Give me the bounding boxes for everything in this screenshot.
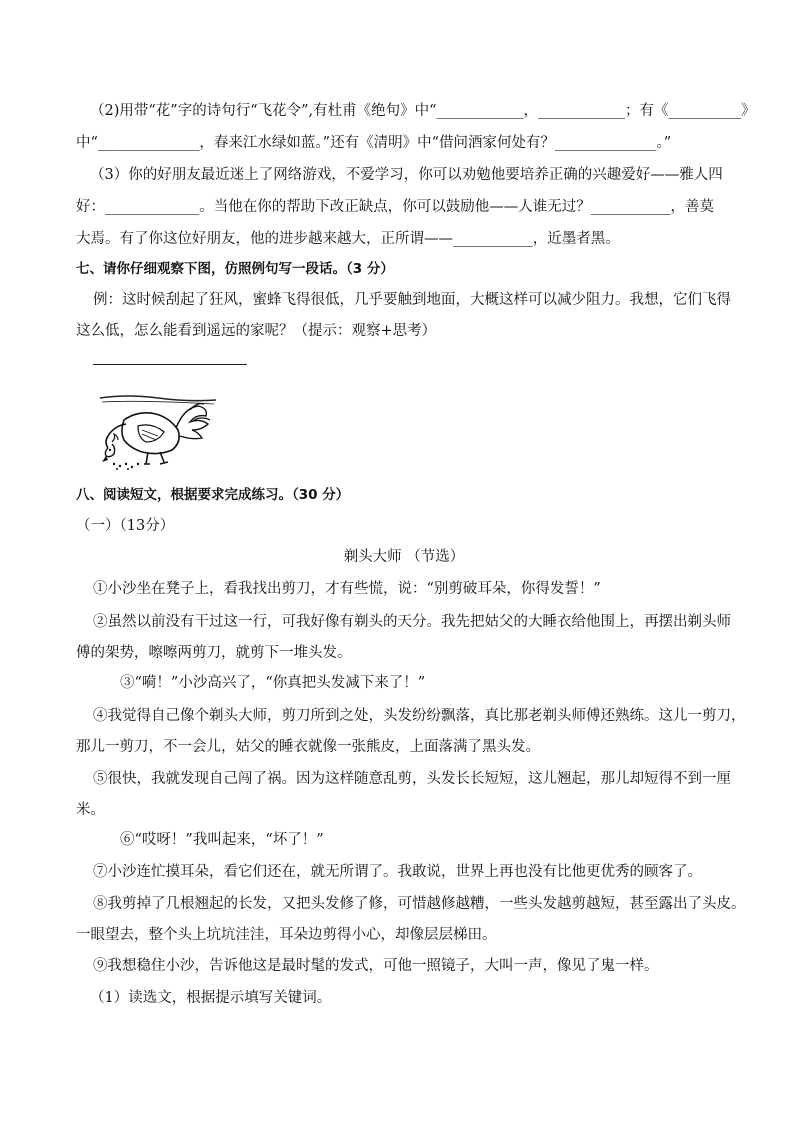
paragraph-4-cont: 那儿一剪刀，不一会儿，姑父的睡衣就像一张熊皮，上面落满了黑头发。	[76, 739, 540, 755]
line-poem-question: （2)用带“花”字的诗句行“飞花令”,有杜甫《绝句》中“____________，____________；有《__________》	[90, 103, 756, 119]
paragraph-7: ⑦小沙连忙摸耳朵，看它们还在，就无所谓了。我敢说，世界上再也没有比他更优秀的顾客了。	[93, 864, 702, 880]
section-7-heading: 七、请你仔细观察下图，仿照例句写一段话。（3 分）	[76, 261, 394, 277]
subsection-1-heading: （一）（13分）	[76, 518, 175, 534]
line-hobby-question: （3）你的好朋友最近迷上了网络游戏，不爱学习，你可以劝勉他要培养正确的兴趣爱好——雅人四	[90, 167, 723, 183]
rooster-icon	[98, 392, 218, 470]
paragraph-6: ⑥“哎呀！”我叫起来，“坏了！”	[120, 832, 324, 848]
paragraph-8: ⑧我剪掉了几根翘起的长发，又把头发修了修，可惜越修越糟，一些头发越剪越短，甚至露出了头皮。	[93, 896, 746, 912]
line-hobby-question-2: 好：_____________。当他在你的帮助下改正缺点，你可以鼓励他——人谁无过？___________，善莫	[76, 199, 714, 215]
paragraph-2-cont: 傅的架势，嚓嚓两剪刀，就剪下一堆头发。	[76, 645, 352, 661]
line-poem-question-2: 中“______________，春来江水绿如蓝。”还有《清明》中“借问酒家何处有？______________。”	[76, 135, 672, 151]
paragraph-9: ⑨我想稳住小沙，告诉他这是最时髦的发式，可他一照镜子，大叫一声，像见了鬼一样。	[93, 958, 659, 974]
paragraph-2: ②虽然以前没有干过这一行，可我好像有剃头的天分。我先把姑父的大睡衣给他围上，再摆出剃头师	[93, 614, 731, 630]
paragraph-5-cont: 米。	[76, 802, 105, 818]
example-sentence: 例：这时候刮起了狂风，蜜蜂飞得很低，几乎要触到地面，大概这样可以减少阻力。我想，它们飞得	[93, 292, 731, 308]
paragraph-4: ④我觉得自己像个剃头大师，剪刀所到之处，头发纷纷飘落，真比那老剃头师傅还熟练。这儿一剪刀，	[93, 708, 746, 724]
passage-title: 剃头大师 （节选）	[343, 549, 465, 565]
paragraph-5: ⑤很快，我就发现自己闯了祸。因为这样随意乱剪，头发长长短短，这儿翘起，那儿却短得不到一厘	[93, 771, 731, 787]
paragraph-8-cont: 一眼望去，整个头上坑坑洼洼，耳朵边剪得小心，却像层层梯田。	[76, 927, 497, 943]
question-1: （1）读选文，根据提示填写关键词。	[90, 990, 332, 1006]
section-8-heading: 八、阅读短文，根据要求完成练习。（30 分）	[76, 487, 350, 503]
paragraph-1: ①小沙坐在凳子上，看我找出剪刀，才有些慌，说：“别剪破耳朵，你得发誓！”	[93, 581, 601, 597]
paragraph-3: ③“嗬！”小沙高兴了，“你真把头发减下来了！”	[120, 675, 426, 691]
line-hobby-question-3: 大焉。有了你这位好朋友，他的进步越来越大，正所谓——___________，近墨者黑。	[76, 231, 620, 247]
example-sentence-2: 这么低，怎么能看到遥远的家呢？（提示：观察+思考）	[76, 323, 437, 339]
answer-line	[93, 364, 247, 365]
